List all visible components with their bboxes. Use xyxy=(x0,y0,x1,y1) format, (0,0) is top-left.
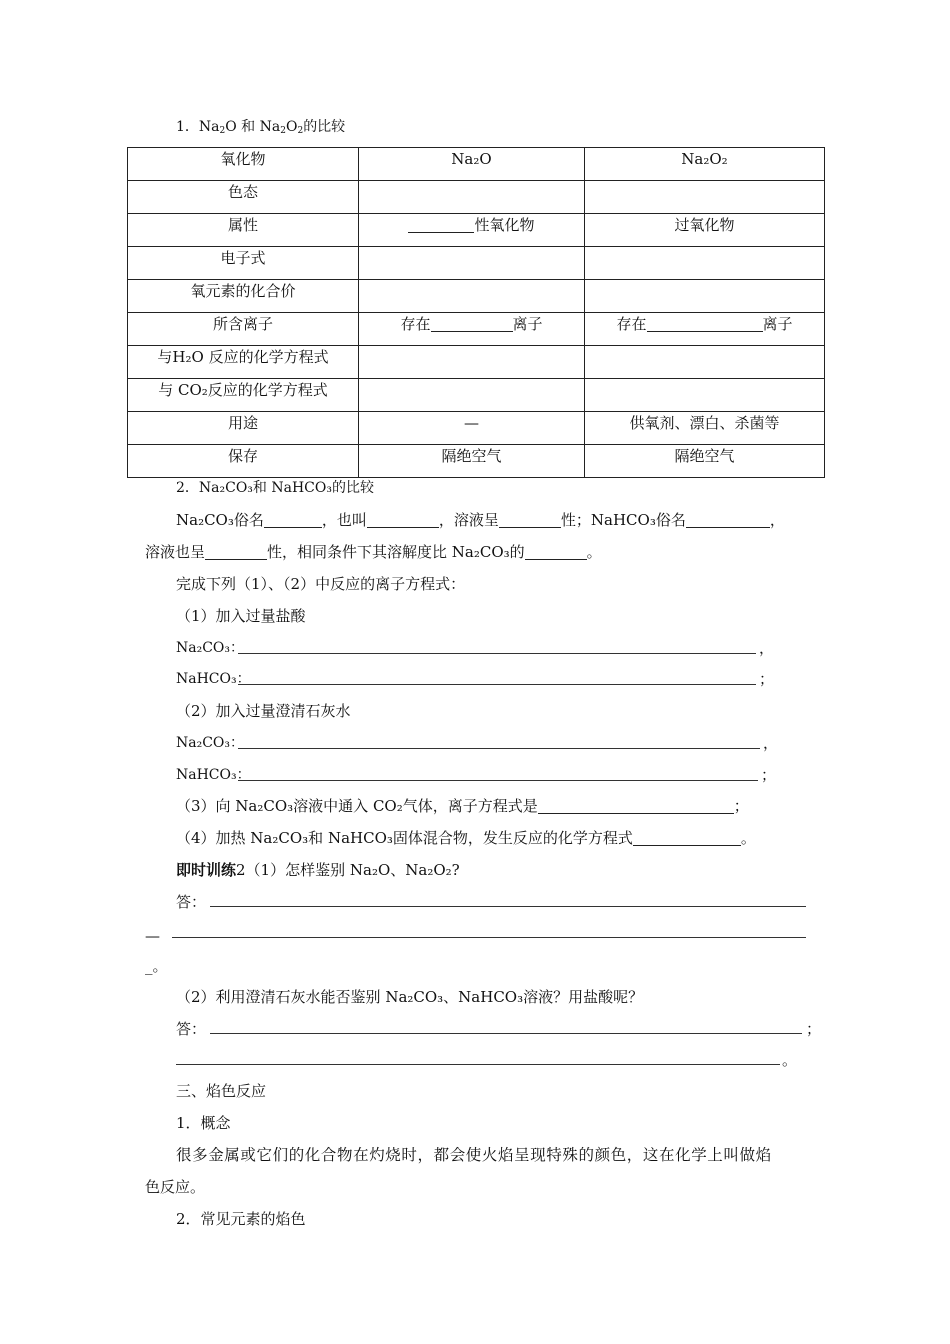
question-4: （4）加热 Na₂CO₃和 NaHCO₃固体混合物，发生反应的化学方程式 。 xyxy=(176,829,756,847)
answer-line-3[interactable] xyxy=(210,1033,802,1034)
table-cell[interactable] xyxy=(359,346,585,379)
q1-na2co3-label: Na₂CO₃： xyxy=(176,640,245,656)
table-cell: 所含离子 xyxy=(128,313,359,346)
table-row xyxy=(128,280,825,313)
concept-line-2: 色反应。 xyxy=(145,1178,206,1196)
table-row xyxy=(128,214,825,247)
table-cell: 氧元素的化合价 xyxy=(128,280,359,313)
training-question-1: 即时训练2（1）怎样鉴别 Na₂O、Na₂O₂? xyxy=(176,861,460,879)
q1-nahco3-label: NaHCO₃： xyxy=(176,671,251,687)
answer-label: 答： xyxy=(176,893,207,911)
table-cell: 电子式 xyxy=(128,247,359,280)
table-cell: — xyxy=(359,412,585,445)
table-cell[interactable] xyxy=(585,247,825,280)
table-cell[interactable] xyxy=(359,379,585,412)
table-cell: 隔绝空气 xyxy=(359,445,585,478)
table-row xyxy=(128,148,825,181)
table-row xyxy=(128,346,825,379)
table-row xyxy=(128,247,825,280)
q2-nahco3-blank[interactable] xyxy=(238,780,758,781)
q1-nahco3-blank[interactable] xyxy=(238,684,756,685)
table-row xyxy=(128,445,825,478)
table-cell: 属性 xyxy=(128,214,359,247)
answer-label: 答： xyxy=(176,1020,207,1038)
semicolon: ； xyxy=(806,1020,822,1038)
table-cell: 氧化物 xyxy=(128,148,359,181)
instruction: 完成下列（1）、（2）中反应的离子方程式： xyxy=(176,575,466,593)
table-cell: 与H₂O 反应的化学方程式 xyxy=(128,346,359,379)
section3-sub1: 1．概念 xyxy=(176,1114,231,1132)
answer-tail: _。 xyxy=(145,957,168,975)
table-cell[interactable]: 性氧化物 xyxy=(359,214,585,247)
q1-na2co3-blank[interactable] xyxy=(238,653,756,654)
table-cell: 保存 xyxy=(128,445,359,478)
comma: ， xyxy=(763,734,779,752)
section3-title: 三、焰色反应 xyxy=(176,1082,267,1100)
table-cell[interactable] xyxy=(359,280,585,313)
table-row xyxy=(128,313,825,346)
table-row xyxy=(128,379,825,412)
answer-line-4[interactable] xyxy=(176,1064,780,1065)
table-cell: Na₂O₂ xyxy=(585,148,825,181)
section3-sub2: 2．常见元素的焰色 xyxy=(176,1210,306,1228)
concept-line-1: 很多金属或它们的化合物在灼烧时，都会使火焰呈现特殊的颜色，这在化学上叫做焰 xyxy=(176,1146,772,1164)
table-cell[interactable] xyxy=(359,247,585,280)
semicolon: ； xyxy=(759,670,775,688)
period: 。 xyxy=(782,1051,798,1069)
section1-title: 1．$Na_2O$ 和 $Na_2O_2$的比较 xyxy=(176,119,346,136)
comparison-table xyxy=(127,147,825,478)
table-row xyxy=(128,181,825,214)
table-cell: 供氧剂、漂白、杀菌等 xyxy=(585,412,825,445)
question-3: （3）向 Na₂CO₃溶液中通入 CO₂气体，离子方程式是 ； xyxy=(176,797,749,815)
table-cell[interactable] xyxy=(359,181,585,214)
q2-na2co3-label: Na₂CO₃： xyxy=(176,735,245,751)
table-cell: Na₂O xyxy=(359,148,585,181)
table-cell[interactable] xyxy=(585,181,825,214)
section2-line1: Na₂CO₃俗名 ，也叫 ，溶液呈 性；NaHCO₃俗名 ， xyxy=(176,511,785,529)
table-cell[interactable]: 存在 离子 xyxy=(359,313,585,346)
answer-line-2[interactable] xyxy=(172,937,806,938)
question-1: （1）加入过量盐酸 xyxy=(176,607,306,625)
section2-line2: 溶液也呈 性，相同条件下其溶解度比 Na₂CO₃的 。 xyxy=(145,543,602,561)
comma: ， xyxy=(759,639,775,657)
semicolon: ； xyxy=(761,766,777,784)
table-cell: 隔绝空气 xyxy=(585,445,825,478)
section2-title: 2．Na₂CO₃和 NaHCO₃的比较 xyxy=(176,480,374,496)
table-cell[interactable] xyxy=(585,379,825,412)
answer-line-1[interactable] xyxy=(210,906,806,907)
dash: — xyxy=(145,927,160,945)
table-cell: 色态 xyxy=(128,181,359,214)
q2-na2co3-blank[interactable] xyxy=(238,748,760,749)
table-cell: 用途 xyxy=(128,412,359,445)
table-cell[interactable] xyxy=(585,280,825,313)
table-cell[interactable] xyxy=(585,346,825,379)
training-question-2: （2）利用澄清石灰水能否鉴别 Na₂CO₃、NaHCO₃溶液？用盐酸呢？ xyxy=(176,988,644,1006)
table-cell: 与 CO₂反应的化学方程式 xyxy=(128,379,359,412)
q2-nahco3-label: NaHCO₃： xyxy=(176,767,251,783)
table-cell[interactable]: 存在 离子 xyxy=(585,313,825,346)
question-2: （2）加入过量澄清石灰水 xyxy=(176,702,351,720)
table-cell: 过氧化物 xyxy=(585,214,825,247)
table-row xyxy=(128,412,825,445)
